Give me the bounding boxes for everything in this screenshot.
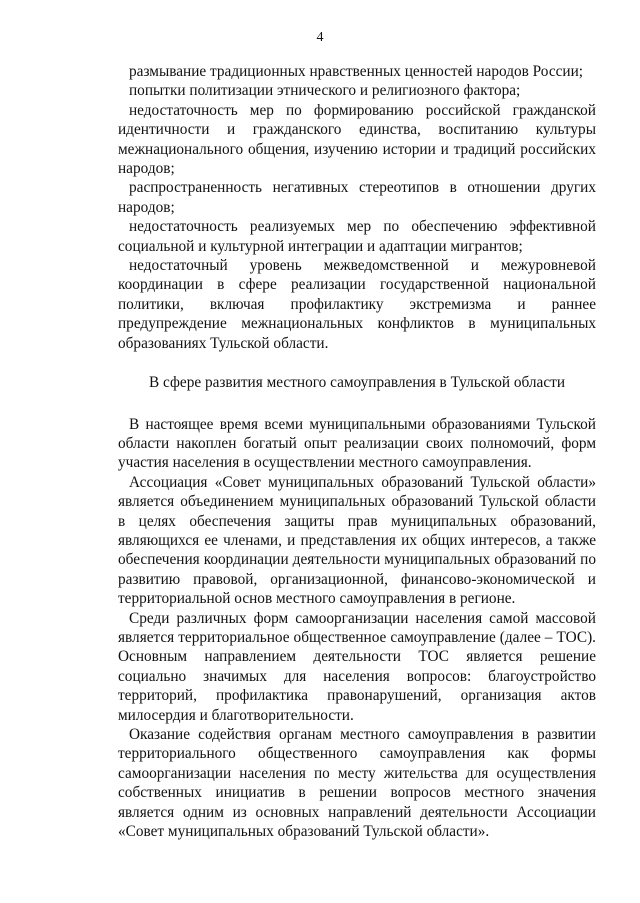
list-item: недостаточный уровень межведомственной и межуровневой координации в сфере реализации государственной национальной политики, включая профилактику экстремизма и раннее предупреждение межнациональных конфликтов в муниципальных образованиях Тульской области. [118, 257, 596, 352]
page-number: 4 [316, 30, 324, 45]
list-item: размывание традиционных нравственных ценностей народов России; [129, 63, 584, 80]
list-item: распространенность негативных стереотипов в отношении других народов; [118, 179, 596, 216]
paragraph: Оказание содействия органам местного самоуправления в развитии территориального общественного самоуправления как формы самоорганизации населения по месту жительства для осуществления собственных инициатив в решении вопросов местного значения является одним из основных направлений деятельности Ассоциации «Совет муниципальных образований Тульской области». [118, 726, 596, 841]
list-item: попытки политизации этнического и религиозного фактора; [129, 82, 521, 100]
paragraph: В настоящее время всеми муниципальными образованиями Тульской области накоплен богатый опыт реализации своих полномочий, форм участия населения в осуществлении местного самоуправления. [118, 415, 596, 472]
list-item: недостаточность мер по формированию российской гражданской идентичности и гражданского единства, воспитанию культуры межнационального общения, изучению истории и традиций российских народов; [118, 101, 596, 178]
document-body [118, 62, 596, 841]
list-item: недостаточность реализуемых мер по обеспечению эффективной социальной и культурной интеграции и адаптации мигрантов; [118, 218, 596, 255]
paragraph: Среди различных форм самоорганизации населения самой массовой является территориальное общественное самоуправление (далее – ТОС). Основным направлением деятельности ТОС является решение социально значимых для населения вопросов: благоустройство территорий, профилактика правонарушений, организация актов милосердия и благотворительности. [118, 609, 596, 724]
section-heading: В сфере развития местного самоуправления в Тульской области [148, 374, 566, 392]
paragraph: Ассоциация «Совет муниципальных образований Тульской области» является объединением муниципальных образований Тульской области в целях обеспечения защиты прав муниципальных образований, являющихся ее членами, и представления их общих интересов, а также обеспечения координации деятельности муниципальных образований по развитию правовой, организационной, финансово-экономической и территориальной основ местного самоуправления в регионе. [118, 473, 596, 608]
